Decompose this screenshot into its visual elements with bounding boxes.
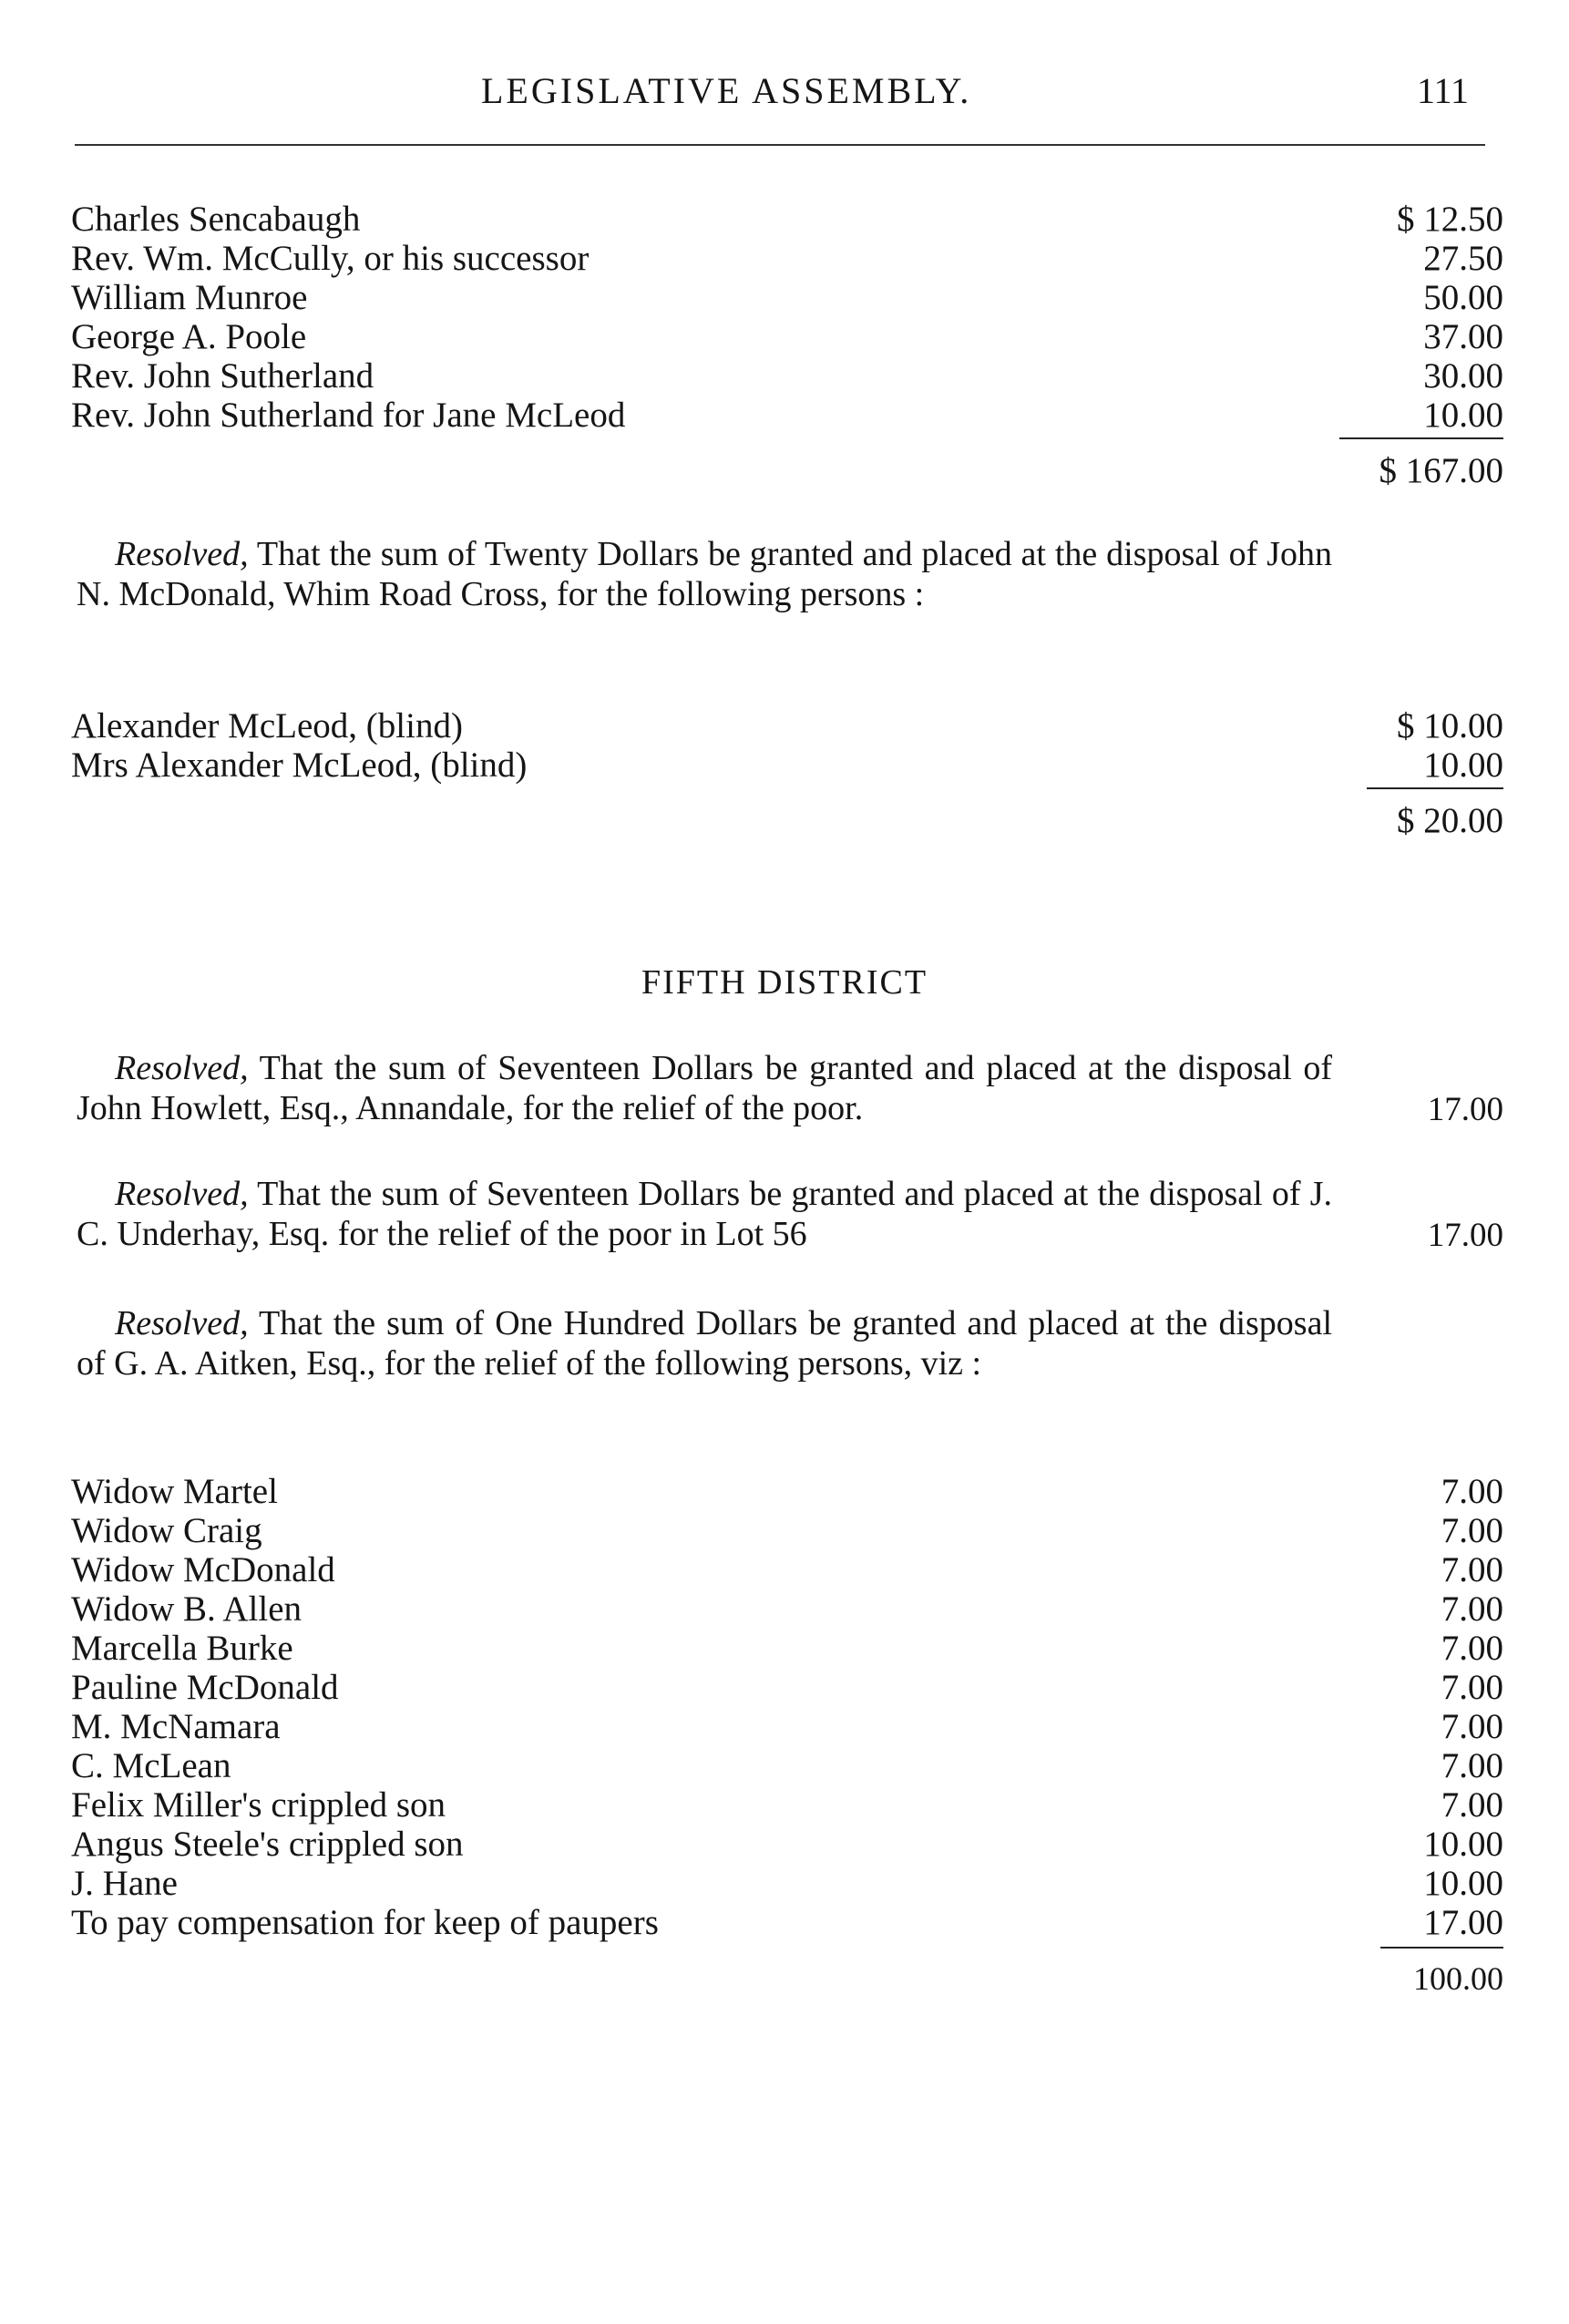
resolution-amount: 17.00 bbox=[1427, 1217, 1503, 1254]
list-item bbox=[71, 1824, 1503, 1864]
list-item bbox=[71, 1549, 1503, 1589]
item-amount: 27.50 bbox=[1423, 239, 1503, 278]
item-name: Rev. Wm. McCully, or his successor bbox=[71, 239, 590, 278]
page-title: LEGISLATIVE ASSEMBLY. bbox=[481, 70, 972, 111]
list-item bbox=[71, 277, 1503, 317]
item-name: Pauline McDonald bbox=[71, 1668, 339, 1707]
total-amount: 100.00 bbox=[1413, 1960, 1503, 1997]
resolved-label: Resolved, bbox=[115, 535, 249, 573]
item-name: Rev. John Sutherland for Jane McLeod bbox=[71, 396, 626, 435]
list-total bbox=[71, 1959, 1503, 2000]
item-amount: $ 10.00 bbox=[1397, 706, 1503, 746]
total-amount: $ 20.00 bbox=[1397, 801, 1503, 840]
item-amount: 7.00 bbox=[1441, 1472, 1503, 1511]
item-name: Rev. John Sutherland bbox=[71, 356, 374, 396]
item-amount: 7.00 bbox=[1441, 1707, 1503, 1746]
resolution-paragraph bbox=[77, 1303, 1332, 1383]
resolution-amount: 17.00 bbox=[1427, 1091, 1503, 1128]
item-amount: 37.00 bbox=[1423, 317, 1503, 356]
sum-line bbox=[1339, 437, 1503, 439]
item-name: Charles Sencabaugh bbox=[71, 200, 361, 239]
header-rule bbox=[75, 144, 1485, 146]
item-name: George A. Poole bbox=[71, 317, 307, 356]
item-name: To pay compensation for keep of paupers bbox=[71, 1903, 659, 1942]
item-amount: 10.00 bbox=[1423, 396, 1503, 435]
list-item bbox=[71, 1667, 1503, 1707]
resolution-paragraph bbox=[77, 1174, 1332, 1254]
item-name: Alexander McLeod, (blind) bbox=[71, 706, 463, 746]
list-total bbox=[71, 450, 1503, 490]
item-amount: 10.00 bbox=[1423, 746, 1503, 785]
item-amount: 10.00 bbox=[1423, 1864, 1503, 1903]
item-name: J. Hane bbox=[71, 1864, 178, 1903]
item-amount: 7.00 bbox=[1441, 1629, 1503, 1668]
list-item bbox=[71, 1589, 1503, 1629]
item-name: William Munroe bbox=[71, 278, 308, 317]
list-item bbox=[71, 355, 1503, 396]
list-item bbox=[71, 1784, 1503, 1825]
item-name: Widow Martel bbox=[71, 1472, 278, 1511]
item-amount: 30.00 bbox=[1423, 356, 1503, 396]
list-item bbox=[71, 1706, 1503, 1746]
list-total bbox=[71, 800, 1503, 840]
item-amount: 10.00 bbox=[1423, 1825, 1503, 1864]
page-number: 111 bbox=[1417, 70, 1470, 111]
item-amount: 7.00 bbox=[1441, 1746, 1503, 1785]
list-item bbox=[71, 1863, 1503, 1903]
list-item bbox=[71, 395, 1503, 435]
list-item bbox=[71, 1902, 1503, 1942]
list-item bbox=[71, 1745, 1503, 1785]
resolution-paragraph bbox=[77, 1048, 1332, 1128]
resolution-text: That the sum of Twenty Dollars be granted and placed at the disposal of John N. McDonald, Whim Road Cross, for the following persons : bbox=[77, 535, 1332, 613]
list-item bbox=[71, 316, 1503, 356]
sum-line bbox=[1367, 787, 1503, 789]
sum-line bbox=[1380, 1947, 1503, 1949]
resolution-paragraph bbox=[77, 534, 1332, 614]
item-name: Widow McDonald bbox=[71, 1550, 335, 1589]
list-item bbox=[71, 1510, 1503, 1550]
list-item bbox=[71, 1471, 1503, 1511]
item-name: Mrs Alexander McLeod, (blind) bbox=[71, 746, 528, 785]
list-item bbox=[71, 199, 1503, 239]
item-name: Angus Steele's crippled son bbox=[71, 1825, 464, 1864]
item-amount: 7.00 bbox=[1441, 1589, 1503, 1629]
page-header bbox=[0, 69, 1569, 124]
item-name: C. McLean bbox=[71, 1746, 231, 1785]
item-amount: 7.00 bbox=[1441, 1668, 1503, 1707]
item-amount: 7.00 bbox=[1441, 1550, 1503, 1589]
item-amount: 50.00 bbox=[1423, 278, 1503, 317]
list-item bbox=[71, 705, 1503, 746]
item-name: Felix Miller's crippled son bbox=[71, 1785, 446, 1825]
item-amount: $ 12.50 bbox=[1397, 200, 1503, 239]
total-amount: $ 167.00 bbox=[1379, 451, 1503, 490]
resolved-label: Resolved, bbox=[115, 1049, 249, 1087]
item-name: Marcella Burke bbox=[71, 1629, 293, 1668]
item-name: Widow Craig bbox=[71, 1511, 262, 1550]
item-amount: 7.00 bbox=[1441, 1511, 1503, 1550]
resolved-label: Resolved, bbox=[115, 1304, 249, 1342]
resolution-text: That the sum of One Hundred Dollars be granted and placed at the disposal of G. A. Aitken, Esq., for the relief of the following persons, viz : bbox=[77, 1304, 1332, 1383]
resolution-text: That the sum of Seventeen Dollars be granted and placed at the disposal of J. C. Underhay, Esq. for the relief of the poor in Lot 56 bbox=[77, 1175, 1332, 1253]
item-name: Widow B. Allen bbox=[71, 1589, 303, 1629]
item-amount: 7.00 bbox=[1441, 1785, 1503, 1825]
item-amount: 17.00 bbox=[1423, 1903, 1503, 1942]
item-name: M. McNamara bbox=[71, 1707, 281, 1746]
list-item bbox=[71, 1628, 1503, 1668]
resolution-text: That the sum of Seventeen Dollars be granted and placed at the disposal of John Howlett, Esq., Annandale, for the relief of the poor. bbox=[77, 1049, 1332, 1127]
resolved-label: Resolved, bbox=[115, 1175, 249, 1213]
district-heading: FIFTH DISTRICT bbox=[641, 963, 928, 1002]
list-item bbox=[71, 745, 1503, 785]
list-item bbox=[71, 238, 1503, 278]
